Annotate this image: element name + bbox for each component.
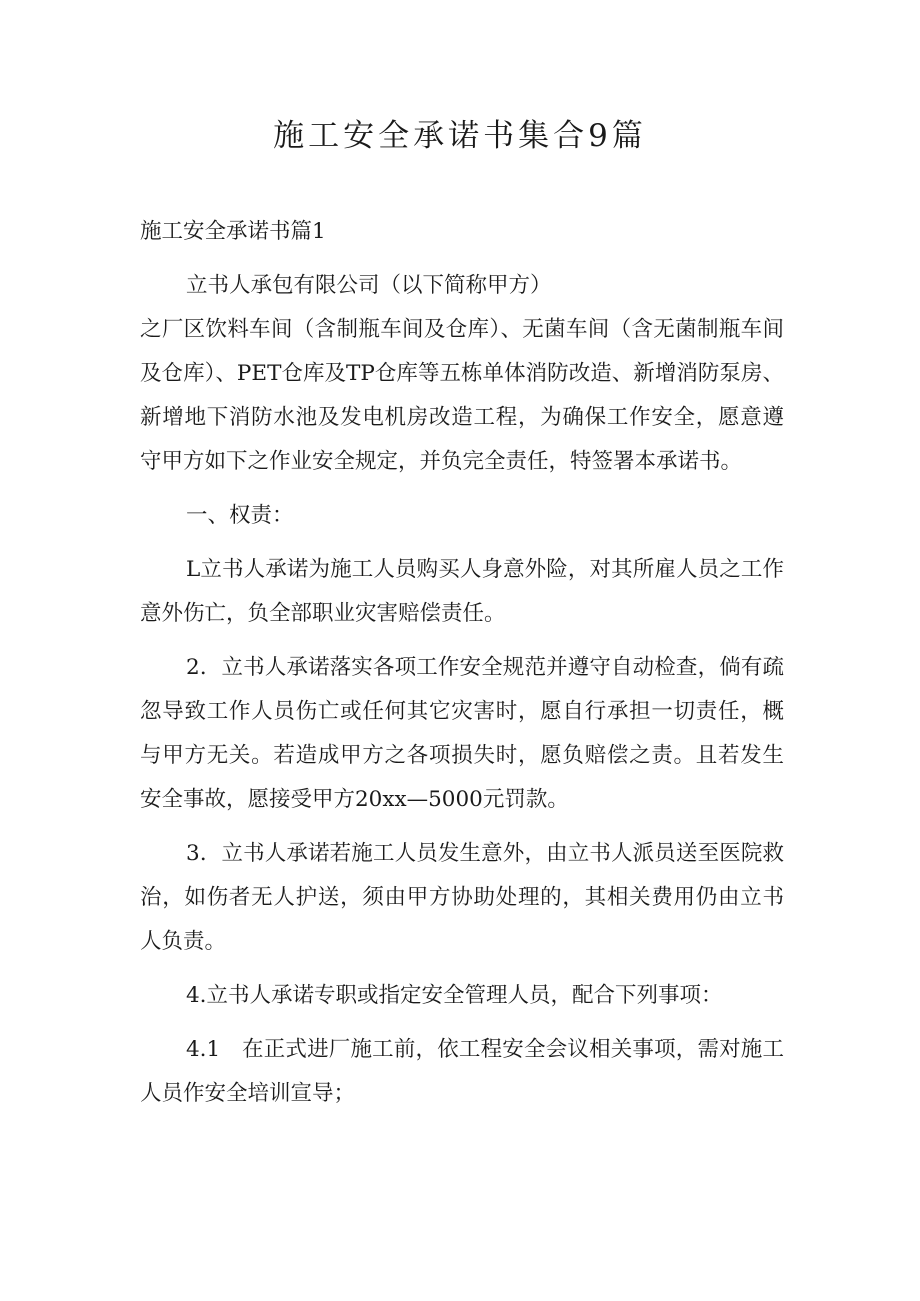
- paragraph-project-scope: 之厂区饮料车间（含制瓶车间及仓库）、无菌车间（含无菌制瓶车间及仓库）、PET仓库及TP仓库等五栋单体消防改造、新增消防泵房、新增地下消防水池及发电机房改造工程，为确保工作安全，愿意遵守甲方如下之作业安全规定，并负完全责任，特签署本承诺书。: [140, 317, 784, 474]
- document-body: [140, 210, 784, 1126]
- paragraph-item-2: 2．立书人承诺落实各项工作安全规范并遵守自动检查，倘有疏忽导致工作人员伤亡或任何其它灾害时，愿自行承担一切责任，概与甲方无关。若造成甲方之各项损失时，愿负赔偿之责。且若发生安全事故，愿接受甲方20xx—5000元罚款。: [140, 655, 784, 812]
- paragraph-item-1: L立书人承诺为施工人员购买人身意外险，对其所雇人员之工作意外伤亡，负全部职业灾害赔偿责任。: [140, 557, 784, 626]
- paragraph-party-intro: 立书人承包有限公司（以下简称甲方）: [186, 273, 552, 298]
- paragraph-item-3: 3．立书人承诺若施工人员发生意外，由立书人派员送至医院救治，如伤者无人护送，须由甲方协助处理的，其相关费用仍由立书人负责。: [140, 841, 784, 954]
- paragraph-item-4: 4.立书人承诺专职或指定安全管理人员，配合下列事项：: [186, 983, 723, 1008]
- paragraph-rights-heading: 一、权责：: [186, 503, 294, 528]
- document-title: 施工安全承诺书集合9篇: [273, 118, 647, 154]
- section-heading: 施工安全承诺书篇1: [140, 219, 326, 244]
- paragraph-item-4-1: 4.1 在正式进厂施工前，依工程安全会议相关事项，需对施工人员作安全培训宣导；: [140, 1037, 784, 1106]
